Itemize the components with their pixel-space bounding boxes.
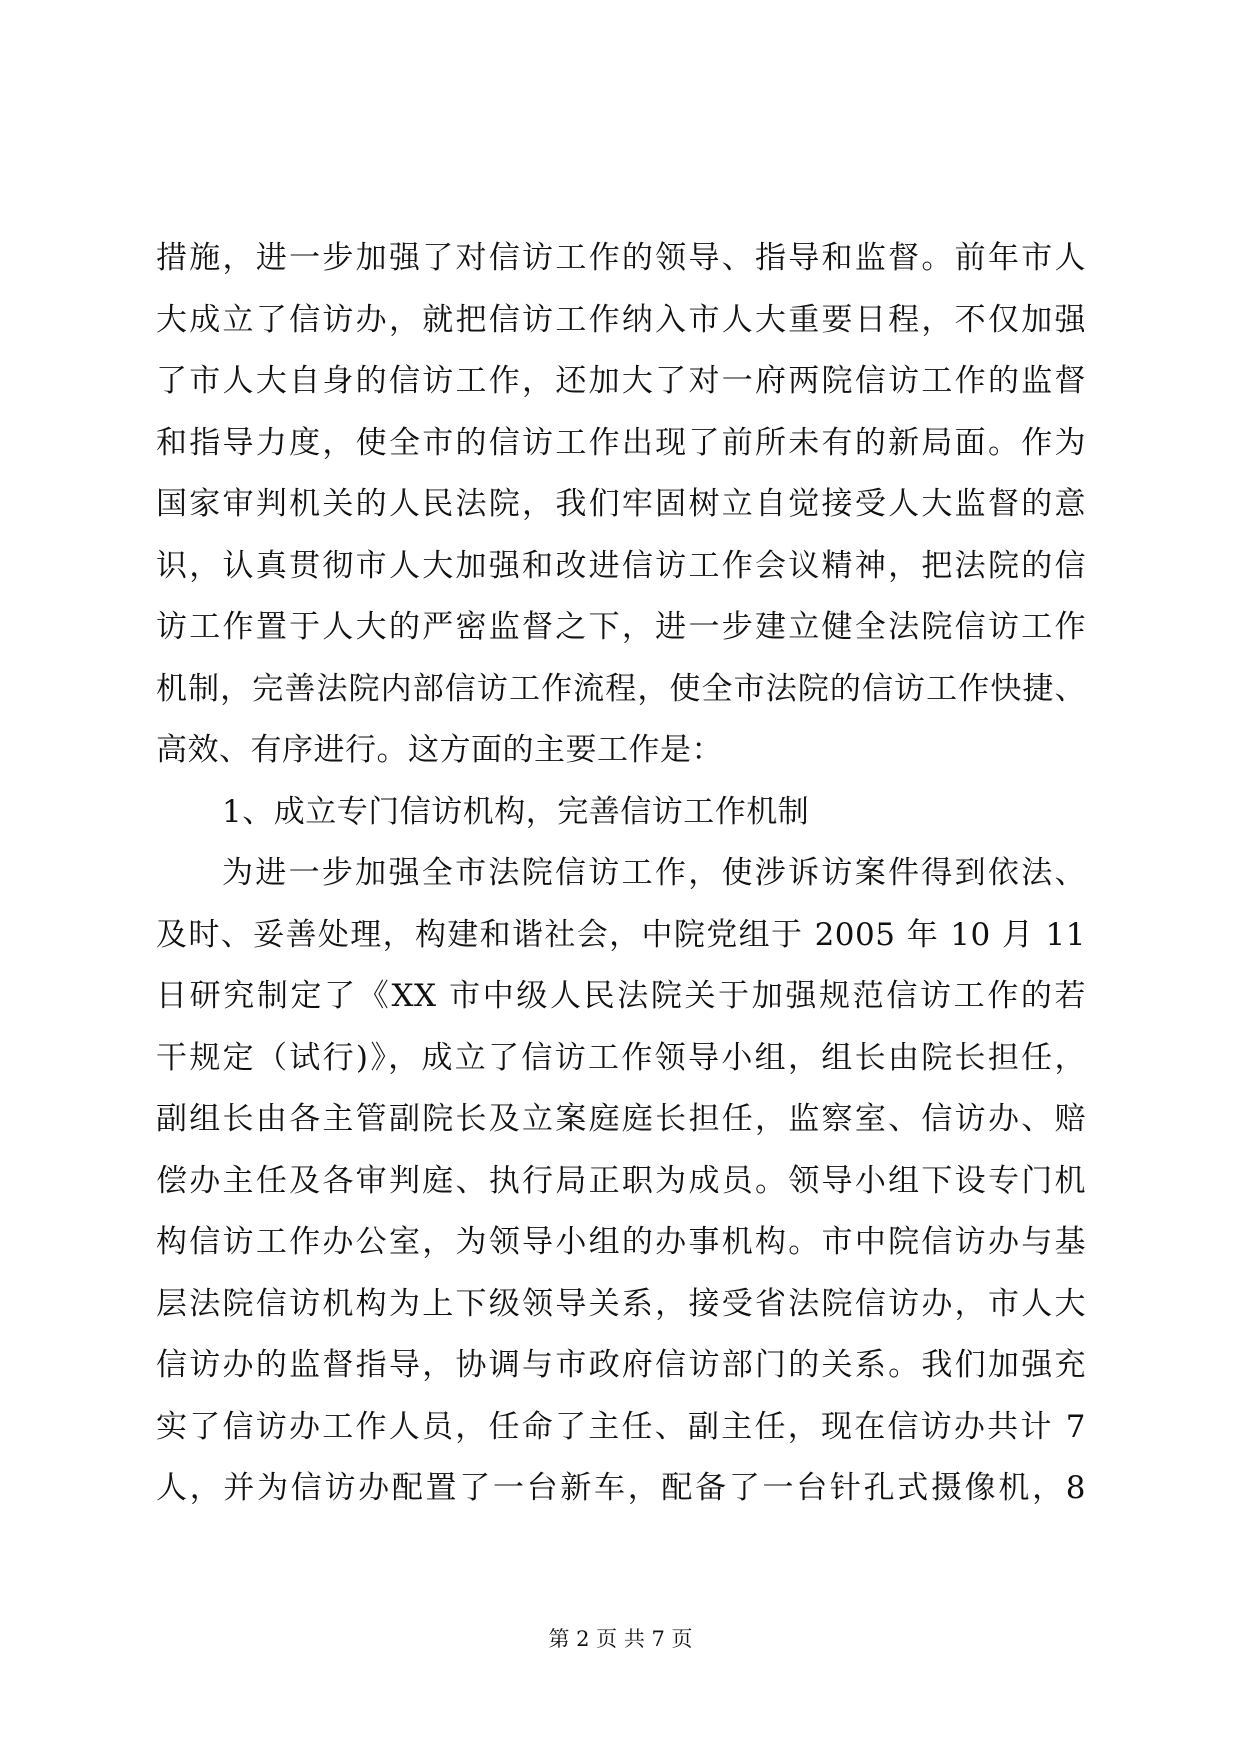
page-number-footer: 第 2 页 共 7 页: [548, 1627, 693, 1651]
text-line: 机制，完善法院内部信访工作流程，使全市法院的信访工作快捷、: [156, 670, 1086, 707]
text-line: 访工作置于人大的严密监督之下，进一步建立健全法院信访工作: [156, 609, 1086, 645]
text-line: 大成立了信访办，就把信访工作纳入市人大重要日程，不仅加强: [156, 301, 1086, 338]
text-line: 高效、有序进行。这方面的主要工作是：: [156, 732, 723, 768]
text-line: 和指导力度，使全市的信访工作出现了前所未有的新局面。作为: [156, 424, 1086, 461]
document-body: [156, 228, 1086, 1520]
text-line: 国家审判机关的人民法院，我们牢固树立自觉接受人大监督的意: [156, 486, 1086, 522]
text-line: 措施，进一步加强了对信访工作的领导、指导和监督。前年市人: [156, 240, 1086, 276]
text-line: 及时、妥善处理，构建和谐社会，中院党组于 2005 年 10 月 11: [156, 916, 1086, 953]
text-line: 构信访工作办公室，为领导小组的办事机构。市中院信访办与基: [156, 1224, 1086, 1260]
text-line: 日研究制定了《XX 市中级人民法院关于加强规范信访工作的若: [156, 978, 1086, 1014]
text-line: 了市人大自身的信访工作，还加大了对一府两院信访工作的监督: [156, 363, 1086, 399]
text-line: 信访办的监督指导，协调与市政府信访部门的关系。我们加强充: [156, 1347, 1086, 1383]
text-line: 偿办主任及各审判庭、执行局正职为成员。领导小组下设专门机: [156, 1162, 1086, 1199]
text-line: 层法院信访机构为上下级领导关系，接受省法院信访办，市人大: [156, 1285, 1086, 1322]
text-line: 干规定（试行)》，成立了信访工作领导小组，组长由院长担任，: [156, 1039, 1086, 1076]
text-line: 为进一步加强全市法院信访工作，使涉诉访案件得到依法、: [222, 855, 1086, 891]
text-line: 人，并为信访办配置了一台新车，配备了一台针孔式摄像机，8: [156, 1470, 1086, 1506]
text-line: 识，认真贯彻市人大加强和改进信访工作会议精神，把法院的信: [156, 547, 1086, 584]
text-line: 实了信访办工作人员，任命了主任、副主任，现在信访办共计 7: [156, 1408, 1086, 1445]
text-line: 副组长由各主管副院长及立案庭庭长担任，监察室、信访办、赔: [156, 1101, 1086, 1137]
section-heading: 1、成立专门信访机构，完善信访工作机制: [222, 793, 810, 830]
